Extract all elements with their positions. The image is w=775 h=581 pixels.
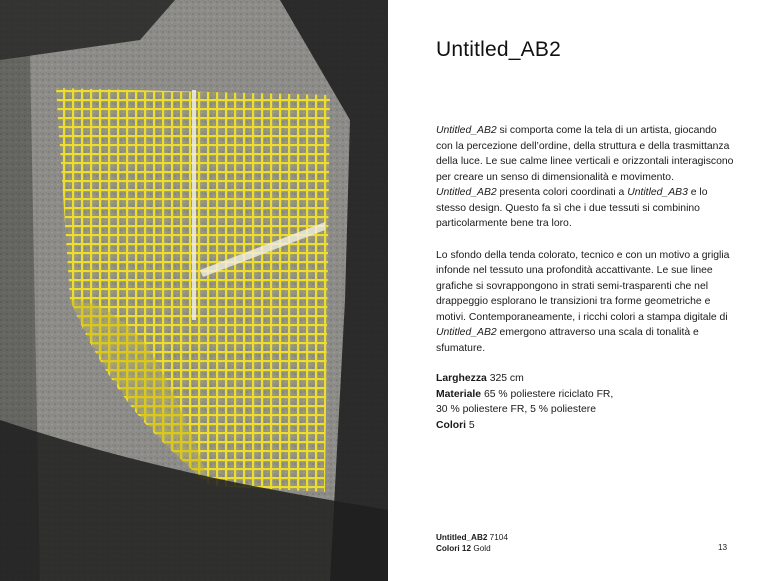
spec-value: 325 cm (486, 373, 524, 384)
description-paragraph-2 (436, 248, 736, 357)
text-span: Lo sfondo della tenda colorato, tecnico e con un motivo a griglia infonde nel tessuto una profondità accattivante. Le sue linee grafiche si sovrappongono in strati semi-trasparenti che nel drappeggio esplorano le transizioni tra forme geometriche e motivi. Contemporaneamente, i ricchi colori a stampa digitale di (436, 249, 730, 323)
footer-value: 7104 (487, 533, 508, 542)
footer-color (436, 543, 508, 554)
text-span: si comporta come la tela di un artista, giocando con la percezione dell’ordine, della struttura e della trasmittanza della luce. Le sue calme linee verticali e orizzontali interagiscono per creare un senso di dimensionalità e movimento. (436, 125, 734, 183)
description-paragraph-1 (436, 123, 736, 232)
specifications (436, 371, 736, 433)
spec-material-cont: 30 % poliestere FR, 5 % poliestere (436, 404, 596, 415)
product-name-italic: Untitled_AB2 (436, 125, 497, 136)
spec-material (436, 387, 736, 403)
text-span: presenta colori coordinati a (496, 187, 628, 198)
text-span: e lo stesso design. Questo fa sì che i due tessuti si combinino particolarmente bene tra loro. (436, 187, 708, 229)
text-span: emergono attraverso una scala di tonalità e sfumature. (436, 327, 699, 354)
product-name-italic: Untitled_AB2 (436, 187, 497, 198)
spec-colors (436, 418, 736, 434)
related-product-italic: Untitled_AB3 (627, 187, 688, 198)
spec-label: Colori (436, 419, 467, 431)
spec-label: Materiale (436, 388, 482, 400)
spec-width (436, 371, 736, 387)
page-title: Untitled_AB2 (436, 38, 561, 61)
footer-code (436, 532, 508, 543)
page-number: 13 (718, 543, 728, 552)
product-name-italic: Untitled_AB2 (436, 327, 497, 338)
spec-value: 5 (466, 419, 475, 431)
spec-label: Larghezza (436, 373, 487, 384)
description (436, 123, 736, 372)
footer-value: Gold (471, 544, 491, 553)
spec-value: 65 % poliestere riciclato FR, (481, 388, 614, 400)
footer-label: Colori 12 (436, 544, 472, 553)
footer-label: Untitled_AB2 (436, 533, 488, 542)
footer-caption (436, 532, 508, 554)
